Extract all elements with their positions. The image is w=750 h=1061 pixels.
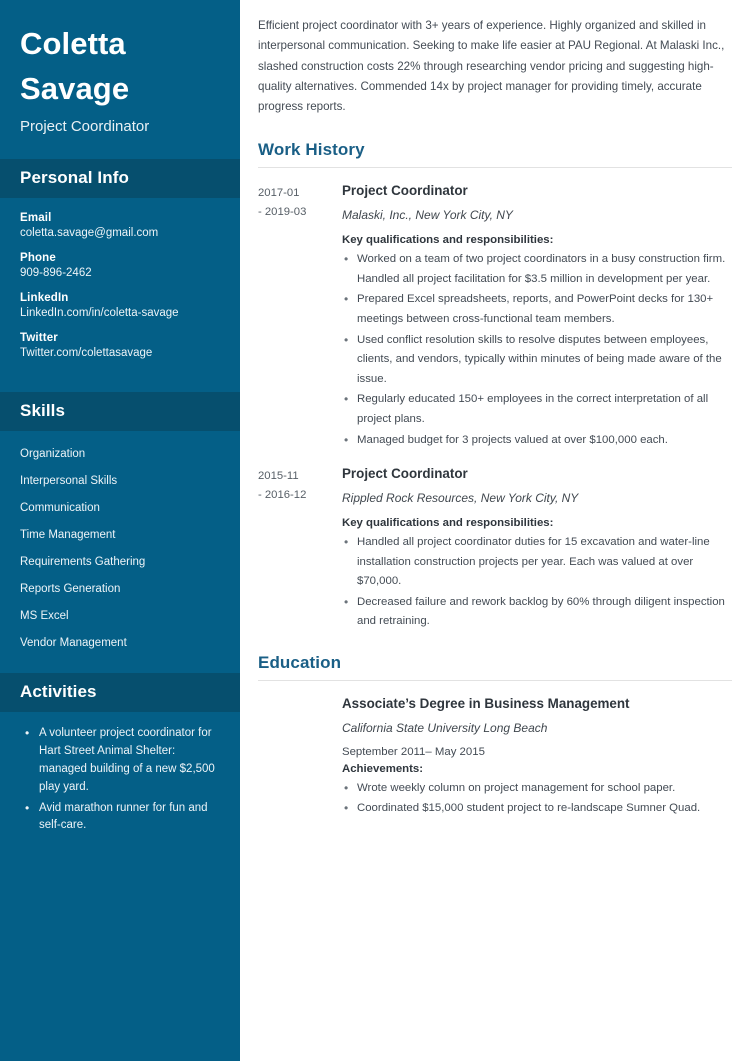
contact-item-phone — [20, 252, 220, 279]
contact-label: Twitter — [20, 332, 58, 345]
work-entry-bullets — [342, 250, 732, 450]
sidebar-section-heading-personal-info: Personal Info — [0, 159, 240, 198]
skills-list — [20, 440, 220, 656]
work-entry-title: Project Coordinator — [342, 466, 468, 482]
work-entry-dates — [258, 182, 342, 221]
candidate-last-name: Savage — [20, 70, 130, 106]
candidate-first-name: Coletta — [20, 26, 126, 61]
main-content — [240, 0, 750, 1061]
work-entry-bullets-label: Key qualifications and responsibilities: — [342, 234, 554, 247]
candidate-name — [0, 0, 240, 111]
sidebar-section-heading-skills: Skills — [0, 392, 240, 431]
work-entry-title: Project Coordinator — [342, 183, 468, 199]
section-title-work-history: Work History — [258, 140, 365, 160]
list-item: • Decreased failure and rework backlog by 60% through diligent inspection and retraining. — [342, 593, 732, 632]
work-entry-organization: Rippled Rock Resources, New York City, NY — [342, 491, 579, 506]
education-entry-daterange: September 2011– May 2015 — [342, 745, 485, 758]
list-item: Reports Generation — [20, 582, 121, 595]
work-entry-bullets-label: Key qualifications and responsibilities: — [342, 517, 554, 530]
contact-label: Email — [20, 212, 52, 225]
section-work-history — [258, 140, 732, 633]
candidate-job-title: Project Coordinator — [20, 118, 150, 136]
personal-info-list — [0, 198, 240, 378]
contact-value-phone[interactable]: 909-896-2462 — [20, 267, 92, 280]
list-item: • Used conflict resolution skills to resolve disputes between employees, clients, and vendors, typically within minutes of being made aware of the issue. — [342, 331, 732, 390]
contact-item-email — [20, 212, 220, 239]
work-entry — [258, 465, 732, 633]
date-end: - 2019-03 — [258, 205, 307, 218]
list-item: • Worked on a team of two project coordinators in a busy construction firm. Handled all project facilitation for $3.5 million in development per year. — [342, 250, 732, 289]
sidebar-section-heading-activities: Activities — [0, 673, 240, 712]
list-item: Requirements Gathering — [20, 555, 146, 568]
list-item: • Coordinated $15,000 student project to re-landscape Sumner Quad. — [342, 799, 732, 819]
education-entry — [258, 695, 732, 820]
contact-value-email[interactable]: coletta.savage@gmail.com — [20, 227, 159, 240]
section-education — [258, 653, 732, 820]
education-entry-bullets-label: Achievements: — [342, 762, 424, 775]
contact-item-twitter — [20, 332, 220, 359]
date-end: - 2016-12 — [258, 488, 307, 501]
sidebar — [0, 0, 240, 1061]
list-item: MS Excel — [20, 609, 69, 622]
section-divider — [258, 680, 732, 681]
contact-label: LinkedIn — [20, 292, 69, 305]
list-item: Organization — [20, 447, 86, 460]
work-entry-dates — [258, 465, 342, 504]
education-entry-institution: California State University Long Beach — [342, 720, 548, 735]
work-entry-bullets — [342, 533, 732, 632]
contact-value-linkedin[interactable]: LinkedIn.com/in/coletta-savage — [20, 307, 179, 320]
work-entry-body — [342, 465, 732, 633]
list-item: • Handled all project coordinator duties for 15 excavation and water-line installation construction projects per year. Each was valued at over $70,000. — [342, 533, 732, 592]
section-divider — [258, 167, 732, 168]
date-start: 2017-01 — [258, 187, 300, 200]
education-entry-bullets — [342, 779, 732, 819]
section-title-education: Education — [258, 653, 342, 673]
list-item: • Avid marathon runner for fun and self-care. — [23, 800, 220, 836]
education-entry-body — [342, 695, 732, 820]
activities-list — [20, 725, 220, 835]
education-entry-dates — [258, 695, 342, 697]
work-entry — [258, 182, 732, 451]
list-item: • A volunteer project coordinator for Hart Street Animal Shelter: managed building of a new $2,500 play yard. — [23, 725, 220, 796]
list-item: Time Management — [20, 528, 116, 541]
activities-list-wrapper — [0, 712, 240, 844]
list-item: • Managed budget for 3 projects valued at over $100,000 each. — [342, 431, 732, 451]
skills-list-wrapper — [0, 431, 240, 662]
list-item: Interpersonal Skills — [20, 474, 118, 487]
contact-value-twitter[interactable]: Twitter.com/colettasavage — [20, 347, 153, 360]
list-item: Vendor Management — [20, 636, 127, 649]
work-entry-organization: Malaski, Inc., New York City, NY — [342, 208, 513, 223]
professional-summary: Efficient project coordinator with 3+ years of experience. Highly organized and skilled in interpersonal communication. Seeking to make life easier at PAU Regional. At Malaski Inc., slashed construction costs 22% through researching vendor pricing and suggesting high-quality alternatives. Commended 14x by project manager for providing timely, accurate progress reports. — [258, 19, 725, 114]
contact-label: Phone — [20, 252, 56, 265]
list-item: • Regularly educated 150+ employees in the correct interpretation of all project plans. — [342, 390, 732, 429]
contact-item-linkedin — [20, 292, 220, 319]
list-item: • Wrote weekly column on project management for school paper. — [342, 779, 732, 799]
education-entry-degree: Associate’s Degree in Business Management — [342, 696, 630, 712]
list-item: • Prepared Excel spreadsheets, reports, and PowerPoint decks for 130+ meetings between cross-functional team members. — [342, 290, 732, 329]
work-entry-body — [342, 182, 732, 451]
list-item: Communication — [20, 501, 100, 514]
date-start: 2015-11 — [258, 470, 299, 483]
